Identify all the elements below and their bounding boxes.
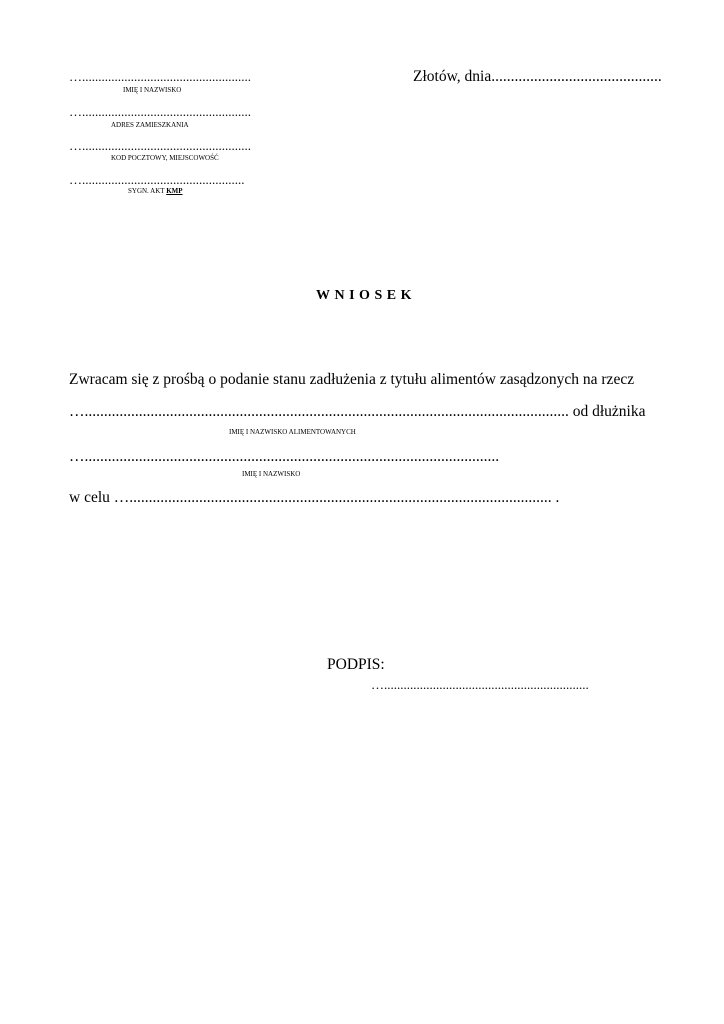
case-number-field-caption — [128, 187, 183, 195]
document-title: WNIOSEK — [316, 288, 416, 303]
postal-city-field-caption: KOD POCZTOWY, MIEJSCOWOŚĆ — [111, 154, 219, 162]
case-number-caption-prefix: SYGN. AKT — [128, 187, 167, 195]
purpose-row — [69, 489, 559, 507]
postal-city-field-line[interactable]: ….................................................... — [69, 138, 251, 153]
debtor-label: od dłużnika — [568, 403, 646, 420]
creditor-name-field[interactable]: …............................................................................................................................. — [69, 403, 569, 420]
case-number-caption-kmp: KMP — [166, 187, 183, 195]
name-field-line[interactable]: ….................................................... — [69, 69, 251, 84]
address-field-caption: ADRES ZAMIESZKANIA — [111, 121, 189, 129]
debtor-name-field[interactable]: …........................................................................................................... — [69, 448, 500, 465]
creditor-row — [69, 403, 646, 421]
name-field-caption: IMIĘ I NAZWISKO — [123, 86, 182, 94]
purpose-field[interactable]: …............................................................................................................. . — [113, 489, 560, 506]
request-intro-text: Zwracam się z prośbą o podanie stanu zadłużenia z tytułu alimentów zasądzonych na rzecz — [69, 371, 635, 388]
signature-label: PODPIS: — [327, 656, 385, 673]
purpose-label: w celu — [69, 489, 114, 506]
creditor-name-caption: IMIĘ I NAZWISKO ALIMENTOWANYCH — [229, 428, 356, 436]
debtor-name-caption: IMIĘ I NAZWISKO — [242, 470, 301, 478]
signature-field[interactable]: …............................................................... — [371, 677, 589, 692]
case-number-field-line[interactable]: ….................................................. — [69, 172, 245, 187]
address-field-line[interactable]: ….................................................... — [69, 104, 251, 119]
place-date-field[interactable]: Złotów, dnia............................................ — [413, 68, 662, 85]
